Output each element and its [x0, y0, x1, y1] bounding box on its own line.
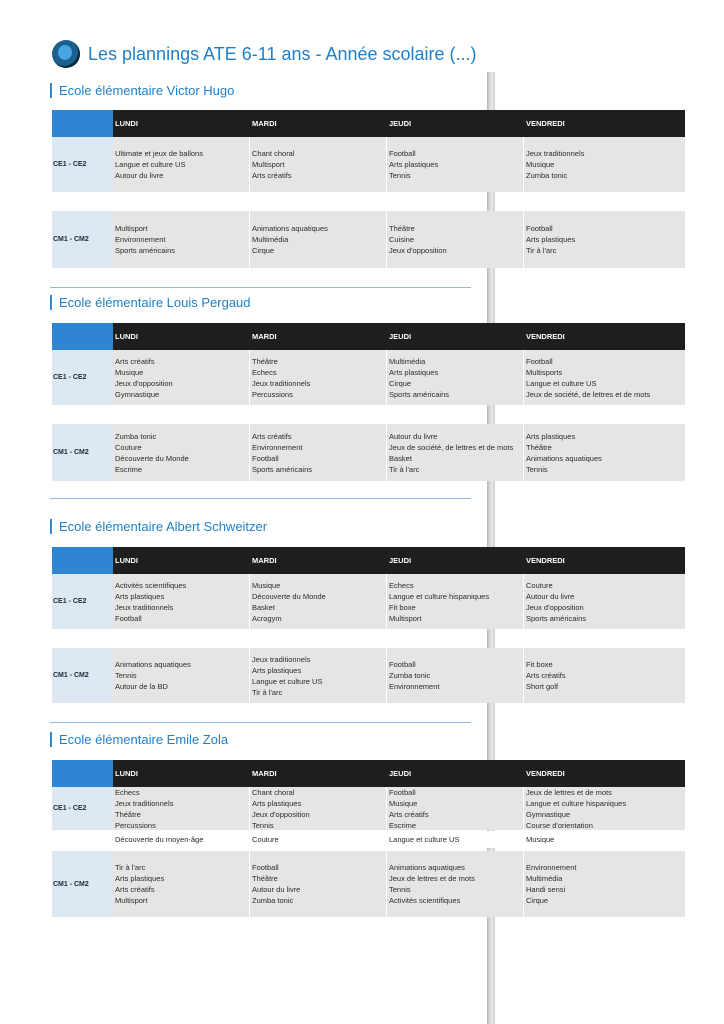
- row-label: CM1 - CM2: [52, 648, 113, 703]
- activity-item: Basket: [252, 602, 275, 612]
- activity-item: Jeux traditionnels: [252, 378, 311, 388]
- activity-item: Zumba tonic: [115, 431, 157, 441]
- section-divider: [50, 498, 471, 499]
- activity-cell-lundi: [113, 211, 250, 268]
- activity-item: Activités scientifiques: [389, 896, 461, 905]
- activity-item: Arts créatifs: [252, 431, 292, 441]
- activity-item: Langue et culture US: [389, 835, 460, 844]
- activity-item: Environnement: [389, 682, 440, 691]
- activity-item: Musique: [526, 835, 555, 844]
- activity-item: Théâtre: [252, 874, 278, 883]
- activity-item: Fit boxe: [526, 660, 553, 669]
- activity-item: Chant choral: [252, 149, 295, 158]
- activity-item: Zumba tonic: [389, 671, 431, 680]
- activity-item: Jeux de société, de lettres et de mots: [526, 389, 651, 399]
- activity-item: Tir à l'arc: [389, 464, 420, 474]
- section-accent-bar: [50, 732, 52, 747]
- activity-item: Multisport: [115, 896, 148, 905]
- activity-item: Sports américains: [252, 464, 313, 474]
- activity-item: Musique: [389, 798, 418, 808]
- activity-item: Multimédia: [252, 235, 289, 244]
- activity-item: Zumba tonic: [526, 171, 568, 180]
- day-header-vendredi: VENDREDI: [526, 119, 565, 128]
- activity-cell-vendredi: [524, 211, 685, 268]
- activity-item: Zumba tonic: [252, 896, 294, 905]
- activity-item: Multisport: [115, 224, 148, 233]
- row-label: CE1 - CE2: [52, 137, 113, 192]
- activity-item: Acrogym: [252, 613, 282, 623]
- header-corner-cell: [52, 323, 113, 350]
- activity-item: Jeux de lettres et de mots: [389, 874, 475, 883]
- activity-cell-lundi: [113, 787, 250, 830]
- activity-cell-lundi: [113, 648, 250, 703]
- table-row: [52, 787, 685, 830]
- activity-item: Football: [252, 453, 279, 463]
- day-header-lundi: LUNDI: [115, 769, 138, 778]
- activity-cell-vendredi: [524, 831, 685, 848]
- activity-item: Jeux traditionnels: [252, 654, 311, 664]
- activity-item: Gymnastique: [115, 389, 160, 399]
- activity-item: Jeux de société, de lettres et de mots: [389, 442, 514, 452]
- activity-cell-jeudi: [387, 350, 524, 405]
- activity-item: Arts plastiques: [526, 431, 576, 441]
- activity-item: Animations aquatiques: [115, 660, 191, 669]
- activity-cell-jeudi: [387, 831, 524, 848]
- activity-cell-mardi: [250, 211, 387, 268]
- activity-item: Environnement: [526, 863, 577, 872]
- activity-item: Autour du livre: [252, 885, 301, 894]
- activity-item: Gymnastique: [526, 809, 571, 819]
- activity-cell-jeudi: [387, 787, 524, 830]
- activity-item: Musique: [115, 367, 144, 377]
- activity-item: Course d'orientation: [526, 820, 593, 830]
- activity-item: Jeux traditionnels: [526, 149, 585, 158]
- header-corner-cell: [52, 760, 113, 787]
- activity-item: Echecs: [389, 580, 414, 590]
- activity-cell-vendredi: [524, 424, 685, 481]
- activity-item: Percussions: [252, 389, 293, 399]
- page-header: [52, 40, 477, 68]
- row-label: CM1 - CM2: [52, 211, 113, 268]
- activity-item: Sports américains: [526, 613, 587, 623]
- activity-cell-mardi: [250, 787, 387, 830]
- activity-item: Théâtre: [115, 809, 141, 819]
- row-label: CE1 - CE2: [52, 574, 113, 629]
- activity-item: Arts plastiques: [526, 235, 576, 244]
- activity-item: Environnement: [252, 442, 303, 452]
- table-header-row: [52, 760, 685, 787]
- activity-item: Arts créatifs: [115, 885, 155, 894]
- school-section-ecole-elementaire-victor-hugo: [50, 82, 686, 255]
- day-header-mardi: MARDI: [252, 769, 277, 778]
- activity-item: Langue et culture US: [252, 676, 323, 686]
- activity-item: Langue et culture hispaniques: [526, 798, 627, 808]
- header-corner-cell: [52, 547, 113, 574]
- school-section-ecole-elementaire-louis-pergaud: [50, 294, 686, 474]
- activity-item: Découverte du moyen-âge: [115, 835, 204, 844]
- activity-item: Chant choral: [252, 787, 295, 797]
- activity-item: Fit boxe: [389, 602, 416, 612]
- activity-item: Sports américains: [115, 246, 176, 255]
- activity-cell-mardi: [250, 574, 387, 629]
- activity-cell-mardi: [250, 851, 387, 917]
- activity-cell-mardi: [250, 424, 387, 481]
- activity-cell-mardi: [250, 831, 387, 848]
- activity-item: Football: [389, 660, 416, 669]
- activity-item: Langue et culture hispaniques: [389, 591, 490, 601]
- activity-item: Arts créatifs: [115, 356, 155, 366]
- activity-cell-jeudi: [387, 137, 524, 192]
- day-header-lundi: LUNDI: [115, 119, 138, 128]
- activity-item: Langue et culture US: [115, 160, 186, 169]
- activity-item: Arts plastiques: [389, 160, 439, 169]
- day-header-lundi: LUNDI: [115, 332, 138, 341]
- day-header-mardi: MARDI: [252, 556, 277, 565]
- table-row: [52, 574, 685, 629]
- table-row: [52, 851, 685, 917]
- activity-item: Football: [252, 863, 279, 872]
- section-divider: [50, 287, 471, 288]
- section-title: Ecole élémentaire Victor Hugo: [59, 82, 235, 98]
- day-header-vendredi: VENDREDI: [526, 556, 565, 565]
- school-section-ecole-elementaire-albert-schweitzer: [50, 518, 686, 697]
- activity-cell-vendredi: [524, 574, 685, 629]
- activity-cell-lundi: [113, 137, 250, 192]
- activity-item: Cirque: [389, 378, 412, 388]
- activity-cell-vendredi: [524, 648, 685, 703]
- activity-item: Tennis: [389, 885, 411, 894]
- day-header-mardi: MARDI: [252, 119, 277, 128]
- activity-item: Jeux d'opposition: [252, 809, 310, 819]
- activity-cell-vendredi: [524, 350, 685, 405]
- row-label: CE1 - CE2: [52, 787, 113, 830]
- section-divider: [50, 722, 471, 723]
- activity-item: Autour du livre: [389, 431, 438, 441]
- activity-item: Multisports: [526, 367, 563, 377]
- activity-item: Football: [389, 787, 416, 797]
- activity-item: Echecs: [252, 367, 277, 377]
- activity-cell-lundi: [113, 350, 250, 405]
- page-title: Les plannings ATE 6-11 ans - Année scolaire (...): [88, 43, 477, 64]
- activity-item: Environnement: [115, 235, 166, 244]
- activity-item: Short golf: [526, 682, 559, 691]
- header-corner-cell: [52, 110, 113, 137]
- activity-item: Autour de la BD: [115, 682, 168, 691]
- activity-cell-jeudi: [387, 211, 524, 268]
- activity-item: Football: [115, 613, 142, 623]
- table-row: [52, 424, 685, 481]
- activity-item: Musique: [526, 160, 555, 169]
- activity-item: Jeux d'opposition: [115, 378, 173, 388]
- activity-item: Ultimate et jeux de ballons: [115, 149, 203, 158]
- table-row: [52, 211, 685, 268]
- section-header: [50, 82, 686, 98]
- activity-item: Cirque: [252, 246, 275, 255]
- table-row: [52, 137, 685, 192]
- activity-item: Tennis: [389, 171, 411, 180]
- activity-cell-vendredi: [524, 787, 685, 830]
- section-header: [50, 294, 686, 310]
- section-title: Ecole élémentaire Albert Schweitzer: [59, 518, 268, 534]
- activity-item: Animations aquatiques: [252, 224, 328, 233]
- activity-cell-mardi: [250, 350, 387, 405]
- activity-item: Cirque: [526, 896, 549, 905]
- activity-item: Musique: [252, 580, 281, 590]
- activity-item: Jeux de lettres et de mots: [526, 787, 612, 797]
- activity-item: Théâtre: [526, 442, 552, 452]
- activity-cell-vendredi: [524, 137, 685, 192]
- row-label: [52, 831, 113, 848]
- activity-item: Jeux traditionnels: [115, 798, 174, 808]
- day-header-vendredi: VENDREDI: [526, 769, 565, 778]
- day-header-jeudi: JEUDI: [389, 332, 412, 341]
- activity-item: Animations aquatiques: [389, 863, 465, 872]
- activity-item: Tennis: [252, 820, 274, 830]
- activity-item: Sports américains: [389, 389, 450, 399]
- activity-item: Cuisine: [389, 235, 415, 244]
- activity-item: Découverte du Monde: [115, 453, 189, 463]
- activity-item: Arts créatifs: [389, 809, 429, 819]
- section-title: Ecole élémentaire Emile Zola: [59, 731, 229, 747]
- day-header-jeudi: JEUDI: [389, 769, 412, 778]
- activity-item: Théâtre: [389, 224, 415, 233]
- activity-item: Football: [389, 149, 416, 158]
- activity-item: Escrime: [115, 464, 143, 474]
- activity-item: Arts créatifs: [252, 171, 292, 180]
- activity-cell-lundi: [113, 424, 250, 481]
- activity-item: Arts créatifs: [526, 671, 566, 680]
- section-header: [50, 731, 686, 747]
- section-title: Ecole élémentaire Louis Pergaud: [59, 294, 251, 310]
- activity-item: Arts plastiques: [389, 367, 439, 377]
- activity-item: Football: [526, 224, 553, 233]
- activity-item: Arts plastiques: [115, 591, 165, 601]
- activity-item: Tennis: [115, 671, 137, 680]
- activity-item: Percussions: [115, 820, 156, 830]
- activity-item: Théâtre: [252, 356, 278, 366]
- activity-item: Tir à l'arc: [526, 246, 557, 255]
- activity-item: Handi sensi: [526, 885, 566, 894]
- activity-item: Echecs: [115, 787, 140, 797]
- activity-item: Découverte du Monde: [252, 591, 326, 601]
- activity-item: Multimédia: [526, 874, 563, 883]
- activity-item: Autour du livre: [526, 591, 575, 601]
- table-header-row: [52, 547, 685, 574]
- activity-cell-lundi: [113, 851, 250, 917]
- activity-cell-lundi: [113, 574, 250, 629]
- row-label: CE1 - CE2: [52, 350, 113, 405]
- activity-item: Arts plastiques: [252, 665, 302, 675]
- activity-item: Basket: [389, 453, 412, 463]
- activity-item: Autour du livre: [115, 171, 164, 180]
- section-accent-bar: [50, 295, 52, 310]
- activity-item: Multisport: [389, 613, 422, 623]
- activity-item: Arts plastiques: [252, 798, 302, 808]
- activity-item: Multimédia: [389, 356, 426, 366]
- day-header-jeudi: JEUDI: [389, 119, 412, 128]
- activity-cell-jeudi: [387, 574, 524, 629]
- logo-icon: [52, 40, 80, 68]
- table-row: [52, 350, 685, 405]
- activity-item: Jeux d'opposition: [526, 602, 584, 612]
- activity-cell-jeudi: [387, 851, 524, 917]
- section-accent-bar: [50, 519, 52, 534]
- activity-item: Arts plastiques: [115, 874, 165, 883]
- activity-item: Tir à l'arc: [115, 863, 146, 872]
- activity-item: Jeux traditionnels: [115, 602, 174, 612]
- activity-item: Tir à l'arc: [252, 687, 283, 697]
- activity-item: Langue et culture US: [526, 378, 597, 388]
- activity-cell-mardi: [250, 648, 387, 703]
- activity-cell-jeudi: [387, 648, 524, 703]
- row-label: CM1 - CM2: [52, 424, 113, 481]
- table-row: [52, 648, 685, 703]
- table-row: [52, 831, 685, 848]
- activity-item: Tennis: [526, 464, 548, 474]
- activity-item: Couture: [526, 580, 553, 590]
- activity-item: Jeux d'opposition: [389, 246, 447, 255]
- activity-item: Activités scientifiques: [115, 580, 187, 590]
- school-section-ecole-elementaire-emile-zola: [50, 731, 686, 905]
- activity-cell-jeudi: [387, 424, 524, 481]
- table-header-row: [52, 110, 685, 137]
- day-header-jeudi: JEUDI: [389, 556, 412, 565]
- activity-item: Couture: [252, 835, 279, 844]
- day-header-vendredi: VENDREDI: [526, 332, 565, 341]
- section-header: [50, 518, 686, 534]
- activity-item: Multisport: [252, 160, 285, 169]
- activity-item: Couture: [115, 442, 142, 452]
- activity-item: Football: [526, 356, 553, 366]
- table-header-row: [52, 323, 685, 350]
- activity-item: Escrime: [389, 820, 417, 830]
- section-accent-bar: [50, 83, 52, 98]
- activity-cell-mardi: [250, 137, 387, 192]
- activity-item: Animations aquatiques: [526, 453, 602, 463]
- activity-cell-vendredi: [524, 851, 685, 917]
- activity-cell-lundi: [113, 831, 250, 848]
- row-label: CM1 - CM2: [52, 851, 113, 917]
- day-header-lundi: LUNDI: [115, 556, 138, 565]
- day-header-mardi: MARDI: [252, 332, 277, 341]
